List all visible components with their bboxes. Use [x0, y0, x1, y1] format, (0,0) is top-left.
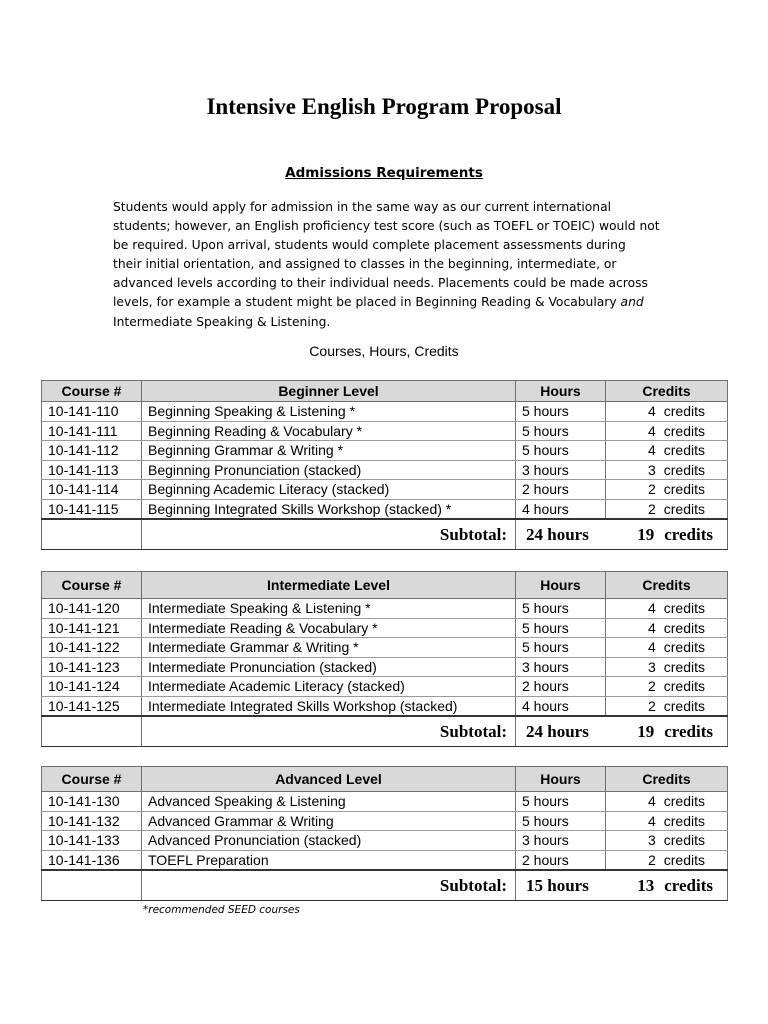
subtotal-label: Subtotal:	[142, 870, 516, 901]
credit-value: 3	[647, 658, 656, 675]
table-row	[42, 792, 728, 812]
hours-header: Hours	[516, 381, 606, 402]
course-name: TOEFL Preparation	[142, 850, 516, 870]
course-credits	[606, 811, 728, 831]
subtotal-label: Subtotal:	[142, 716, 516, 747]
table-row	[42, 618, 728, 638]
course-hours: 5 hours	[516, 638, 606, 658]
course-hours: 2 hours	[516, 850, 606, 870]
credit-value: 2	[647, 500, 656, 517]
course-number: 10-141-111	[42, 421, 142, 441]
credit-value: 4	[647, 793, 656, 810]
credit-value: 4	[647, 619, 656, 636]
subtotal-row	[42, 519, 728, 550]
subtotal-hours: 24 hours	[516, 519, 606, 550]
course-credits	[606, 831, 728, 851]
course-hours: 4 hours	[516, 696, 606, 716]
table-row	[42, 677, 728, 697]
course-number: 10-141-115	[42, 499, 142, 519]
course-credits	[606, 618, 728, 638]
course-hours: 2 hours	[516, 677, 606, 697]
credit-unit: credits	[663, 793, 705, 810]
course-credits	[606, 599, 728, 619]
credit-value: 4	[647, 442, 656, 459]
course-number: 10-141-122	[42, 638, 142, 658]
course-credits	[606, 460, 728, 480]
credit-unit: credits	[663, 403, 705, 420]
course-number: 10-141-133	[42, 831, 142, 851]
course-credits	[606, 480, 728, 500]
credits-header: Credits	[606, 767, 728, 792]
table-row	[42, 499, 728, 519]
course-number-header: Course #	[42, 381, 142, 402]
course-name: Advanced Grammar & Writing	[142, 811, 516, 831]
subtotal-row	[42, 716, 728, 747]
course-hours: 5 hours	[516, 402, 606, 422]
course-name: Beginning Academic Literacy (stacked)	[142, 480, 516, 500]
subtotal-blank-cell	[42, 716, 142, 747]
course-number: 10-141-114	[42, 480, 142, 500]
credit-unit: credits	[663, 619, 705, 636]
credits-header: Credits	[606, 572, 728, 599]
course-name: Intermediate Integrated Skills Workshop (stacked)	[142, 696, 516, 716]
credit-value: 2	[647, 481, 656, 498]
intro-line: their initial orientation, and assigned to classes in the beginning, intermediate, or	[113, 257, 617, 272]
course-credits	[606, 499, 728, 519]
course-name: Intermediate Academic Literacy (stacked)	[142, 677, 516, 697]
subtotal-credit-value: 19	[637, 721, 655, 741]
credits-header: Credits	[606, 381, 728, 402]
credit-value: 4	[647, 403, 656, 420]
course-number: 10-141-132	[42, 811, 142, 831]
credit-unit: credits	[663, 639, 705, 656]
beginner-course-table	[41, 380, 728, 550]
credit-unit: credits	[664, 875, 713, 895]
course-number-header: Course #	[42, 767, 142, 792]
credit-value: 3	[647, 832, 656, 849]
subtotal-hours: 15 hours	[516, 870, 606, 901]
course-hours: 5 hours	[516, 599, 606, 619]
intro-line: Students would apply for admission in the same way as our current international	[113, 200, 612, 214]
credit-unit: credits	[663, 442, 705, 459]
course-hours: 5 hours	[516, 618, 606, 638]
table-row	[42, 460, 728, 480]
intro-line: Intermediate Speaking & Listening.	[113, 314, 331, 329]
course-number: 10-141-124	[42, 677, 142, 697]
credit-value: 4	[647, 600, 656, 617]
intro-line-text: levels, for example a student might be placed in Beginning Reading & Vocabulary	[113, 295, 621, 310]
credit-unit: credits	[663, 422, 705, 439]
intermediate-course-table	[41, 571, 728, 747]
credit-unit: credits	[663, 812, 705, 829]
course-number: 10-141-136	[42, 850, 142, 870]
credit-unit: credits	[663, 658, 705, 675]
table-row	[42, 402, 728, 422]
table-row	[42, 421, 728, 441]
course-credits	[606, 696, 728, 716]
course-credits	[606, 792, 728, 812]
table-caption: Courses, Hours, Credits	[309, 343, 459, 359]
intro-line	[113, 293, 658, 312]
course-credits	[606, 441, 728, 461]
course-name: Intermediate Speaking & Listening *	[142, 599, 516, 619]
hours-header: Hours	[516, 767, 606, 792]
intro-line: students; however, an English proficiency test score (such as TOEFL or TOEIC) would not	[113, 219, 660, 234]
table-header-row	[42, 381, 728, 402]
subtotal-credits	[606, 519, 728, 550]
course-name: Beginning Pronunciation (stacked)	[142, 460, 516, 480]
credit-unit: credits	[663, 500, 705, 517]
credit-value: 2	[647, 678, 656, 695]
course-name: Intermediate Reading & Vocabulary *	[142, 618, 516, 638]
course-name: Advanced Pronunciation (stacked)	[142, 831, 516, 851]
course-credits	[606, 850, 728, 870]
table-header-row	[42, 767, 728, 792]
credit-value: 3	[647, 461, 656, 478]
course-hours: 4 hours	[516, 499, 606, 519]
subtotal-credits	[606, 716, 728, 747]
subtotal-credit-value: 13	[637, 875, 655, 895]
intro-line: be required. Upon arrival, students would complete placement assessments during	[113, 238, 626, 253]
course-credits	[606, 638, 728, 658]
course-hours: 2 hours	[516, 480, 606, 500]
subtotal-blank-cell	[42, 519, 142, 550]
table-row	[42, 811, 728, 831]
course-hours: 5 hours	[516, 441, 606, 461]
subtotal-credit-value: 19	[637, 524, 655, 544]
table-row	[42, 638, 728, 658]
table-row	[42, 696, 728, 716]
course-name: Intermediate Grammar & Writing *	[142, 638, 516, 658]
credit-value: 2	[647, 697, 656, 714]
subtotal-label: Subtotal:	[142, 519, 516, 550]
table-row	[42, 480, 728, 500]
credit-value: 2	[647, 851, 656, 868]
course-name: Beginning Grammar & Writing *	[142, 441, 516, 461]
subtotal-hours: 24 hours	[516, 716, 606, 747]
course-number: 10-141-113	[42, 460, 142, 480]
course-hours: 3 hours	[516, 831, 606, 851]
course-number: 10-141-110	[42, 402, 142, 422]
subtotal-row	[42, 870, 728, 901]
credit-unit: credits	[664, 524, 713, 544]
course-hours: 5 hours	[516, 421, 606, 441]
level-header: Beginner Level	[142, 381, 516, 402]
intro-paragraph	[113, 198, 658, 332]
advanced-course-table	[41, 766, 728, 901]
course-number: 10-141-125	[42, 696, 142, 716]
course-hours: 5 hours	[516, 792, 606, 812]
course-number-header: Course #	[42, 572, 142, 599]
credit-value: 4	[647, 422, 656, 439]
course-number: 10-141-121	[42, 618, 142, 638]
course-credits	[606, 421, 728, 441]
section-heading: Admissions Requirements	[285, 165, 483, 181]
table-row	[42, 831, 728, 851]
hours-header: Hours	[516, 572, 606, 599]
intro-line: advanced levels according to their individual needs. Placements could be made across	[113, 276, 648, 291]
credit-value: 4	[647, 812, 656, 829]
course-credits	[606, 402, 728, 422]
table-row	[42, 850, 728, 870]
credit-unit: credits	[663, 832, 705, 849]
course-number: 10-141-112	[42, 441, 142, 461]
footnote: *recommended SEED courses	[143, 904, 300, 916]
subtotal-credits	[606, 870, 728, 901]
credit-value: 4	[647, 639, 656, 656]
subtotal-blank-cell	[42, 870, 142, 901]
course-name: Intermediate Pronunciation (stacked)	[142, 657, 516, 677]
course-name: Beginning Speaking & Listening *	[142, 402, 516, 422]
level-header: Advanced Level	[142, 767, 516, 792]
course-hours: 5 hours	[516, 811, 606, 831]
course-hours: 3 hours	[516, 460, 606, 480]
credit-unit: credits	[663, 851, 705, 868]
course-name: Beginning Reading & Vocabulary *	[142, 421, 516, 441]
course-number: 10-141-120	[42, 599, 142, 619]
table-row	[42, 657, 728, 677]
level-header: Intermediate Level	[142, 572, 516, 599]
course-hours: 3 hours	[516, 657, 606, 677]
course-name: Advanced Speaking & Listening	[142, 792, 516, 812]
credit-unit: credits	[663, 461, 705, 478]
table-row	[42, 441, 728, 461]
credit-unit: credits	[663, 697, 705, 714]
intro-emphasis: and	[620, 295, 644, 310]
credit-unit: credits	[663, 678, 705, 695]
credit-unit: credits	[663, 600, 705, 617]
table-row	[42, 599, 728, 619]
course-credits	[606, 677, 728, 697]
table-header-row	[42, 572, 728, 599]
credit-unit: credits	[663, 481, 705, 498]
document-title: Intensive English Program Proposal	[206, 94, 562, 119]
course-number: 10-141-123	[42, 657, 142, 677]
credit-unit: credits	[664, 721, 713, 741]
course-name: Beginning Integrated Skills Workshop (stacked) *	[142, 499, 516, 519]
course-number: 10-141-130	[42, 792, 142, 812]
course-credits	[606, 657, 728, 677]
